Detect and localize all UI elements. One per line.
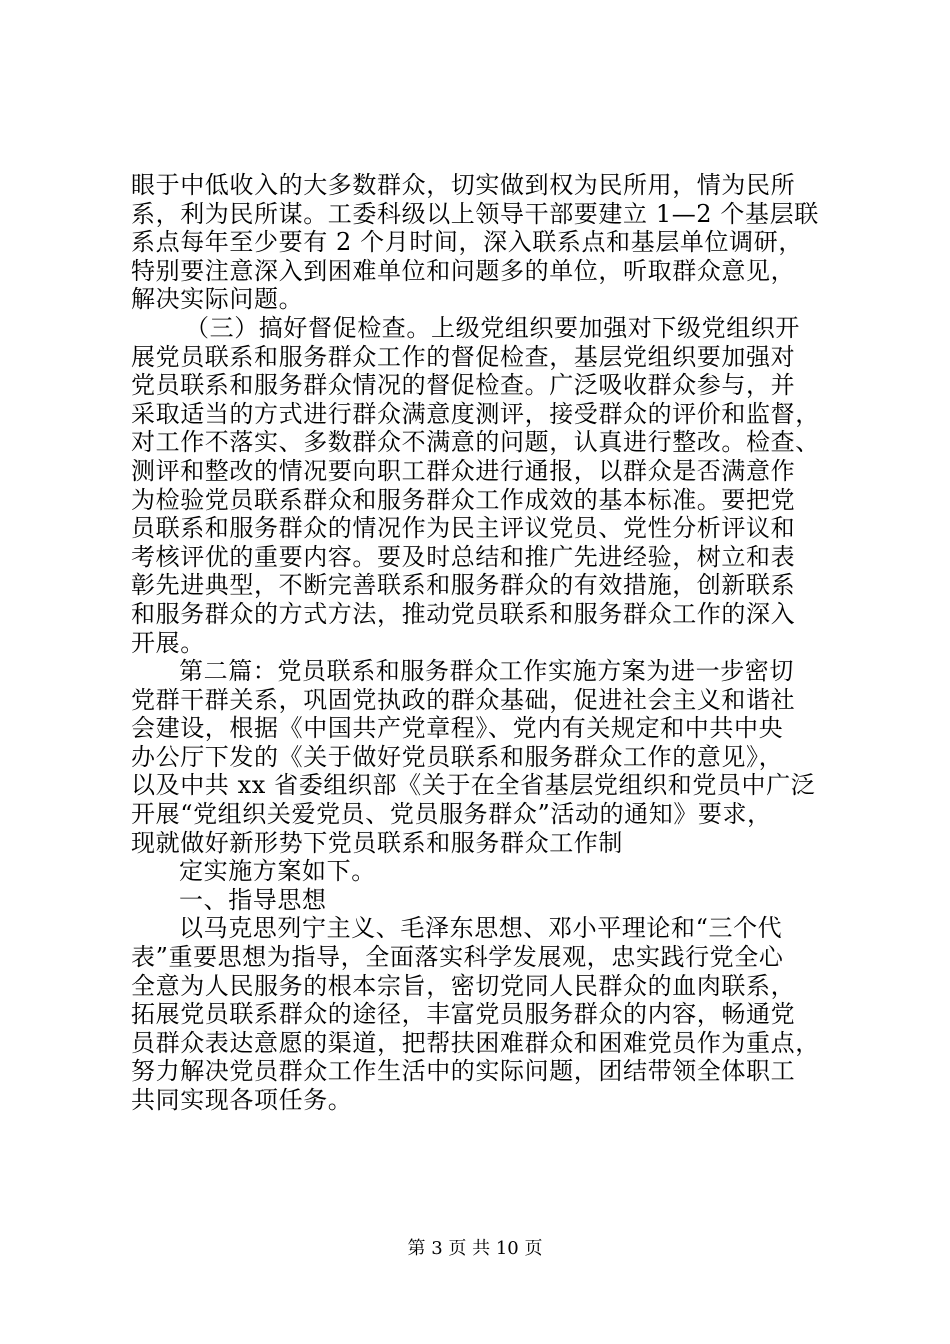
text-line: 对工作不落实、多数群众不满意的问题，认真进行整改。检查、 (131, 428, 820, 457)
text-line: 员联系和服务群众的情况作为民主评议党员、党性分析评议和 (131, 514, 796, 543)
text-line: 表”重要思想为指导，全面落实科学发展观，忠实践行党全心 (131, 943, 784, 972)
section-heading-line: （三）搞好督促检查。上级党组织要加强对下级党组织开 (185, 313, 800, 342)
text-line: 为检验党员联系群众和服务群众工作成效的基本标准。要把党 (131, 485, 796, 514)
text-line: 眼于中低收入的大多数群众，切实做到权为民所用，情为民所 (131, 171, 796, 199)
text-line: 会建设，根据《中国共产党章程》、党内有关规定和中共中央 (131, 714, 784, 743)
text-line: 测评和整改的情况要向职工群众进行通报，以群众是否满意作 (131, 456, 796, 485)
text-line: 党员联系和服务群众情况的督促检查。广泛吸收群众参与，并 (131, 371, 796, 400)
section-title: 一、指导思想 (179, 885, 327, 914)
text-line: 定实施方案如下。 (179, 857, 376, 886)
text-line: 共同实现各项任务。 (131, 1086, 353, 1114)
text-line: 办公厅下发的《关于做好党员联系和服务群众工作的意见》， (131, 742, 784, 771)
text-line: 全意为人民服务的根本宗旨，密切党同人民群众的血肉联系， (131, 971, 796, 1000)
text-line: 系点每年至少要有 2 个月时间，深入联系点和基层单位调研， (131, 228, 803, 257)
text-line: 解决实际问题。 (131, 285, 304, 314)
text-line: 员群众表达意愿的渠道，把帮扶困难群众和困难党员作为重点， (131, 1028, 820, 1057)
text-line: 采取适当的方式进行群众满意度测评，接受群众的评价和监督， (131, 399, 820, 428)
text-line: 现就做好新形势下党员联系和服务群众工作制 (131, 828, 623, 857)
text-line: 开展。 (131, 628, 205, 657)
text-line: 党群干群关系，巩固党执政的群众基础，促进社会主义和谐社 (131, 685, 796, 714)
text-line: 展党员联系和服务群众工作的督促检查，基层党组织要加强对 (131, 342, 796, 371)
text-line: 系，利为民所谋。工委科级以上领导干部要建立 1—2 个基层联 (131, 199, 819, 228)
text-line: 特别要注意深入到困难单位和问题多的单位，听取群众意见， (131, 256, 796, 285)
text-line: 以马克思列宁主义、毛泽东思想、邓小平理论和“三个代 (179, 914, 783, 943)
chapter-heading-line: 第二篇：党员联系和服务群众工作实施方案为进一步密切 (179, 657, 794, 686)
text-line: 和服务群众的方式方法，推动党员联系和服务群众工作的深入 (131, 599, 796, 628)
text-line: 努力解决党员群众工作生活中的实际问题，团结带领全体职工 (131, 1057, 796, 1086)
text-line: 考核评优的重要内容。要及时总结和推广先进经验，树立和表 (131, 542, 796, 571)
document-body (131, 171, 831, 1115)
text-line: 以及中共 xx 省委组织部《关于在全省基层党组织和党员中广泛 (131, 771, 816, 800)
text-line: 彰先进典型，不断完善联系和服务群众的有效措施，创新联系 (131, 571, 796, 600)
text-line: 拓展党员联系群众的途径，丰富党员服务群众的内容，畅通党 (131, 1000, 796, 1029)
page-number-footer: 第 3 页 共 10 页 (407, 1238, 543, 1259)
text-line: 开展“党组织关爱党员、党员服务群众”活动的通知》要求， (131, 800, 772, 829)
